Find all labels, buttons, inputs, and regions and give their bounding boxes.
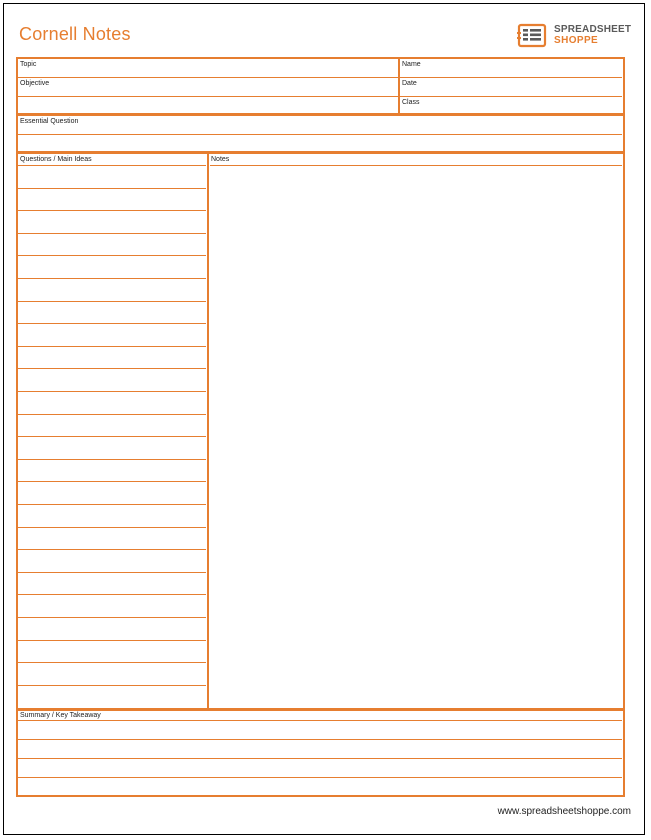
- notes-column-header: Notes: [211, 156, 230, 163]
- cue-rule-line: [18, 481, 206, 482]
- cue-rule-line: [18, 504, 206, 505]
- cue-rule-line: [18, 549, 206, 550]
- questions-column-header: Questions / Main Ideas: [20, 156, 92, 163]
- date-line: [400, 96, 622, 97]
- objective-field[interactable]: Objective: [20, 80, 50, 87]
- cue-rule-line: [18, 572, 206, 573]
- notes-writing-area[interactable]: [210, 167, 622, 707]
- cue-rule-line: [18, 255, 206, 256]
- summary-rule-line: [18, 777, 622, 778]
- summary-field[interactable]: Summary / Key Takeaway: [20, 712, 101, 719]
- name-field[interactable]: Name: [402, 61, 421, 68]
- class-field[interactable]: Class: [402, 99, 420, 106]
- cue-rule-line: [18, 640, 206, 641]
- spreadsheet-logo-icon: [517, 23, 549, 49]
- cue-rule-line: [18, 527, 206, 528]
- cue-rule-line: [18, 459, 206, 460]
- summary-rule-line: [18, 739, 622, 740]
- cue-rule-line: [18, 662, 206, 663]
- cue-rule-line: [18, 685, 206, 686]
- cue-rule-line: [18, 165, 206, 166]
- cue-rule-line: [18, 323, 206, 324]
- cue-rule-line: [18, 346, 206, 347]
- name-line: [400, 77, 622, 78]
- cue-rule-line: [18, 278, 206, 279]
- summary-rule-line: [18, 720, 622, 721]
- topic-field[interactable]: Topic: [20, 61, 37, 68]
- cue-rule-line: [18, 391, 206, 392]
- info-divider: [398, 57, 400, 115]
- footer-url: www.spreadsheetshoppe.com: [497, 806, 631, 817]
- topic-line: [18, 77, 399, 78]
- cue-rule-line: [18, 436, 206, 437]
- cue-rule-line: [18, 301, 206, 302]
- cue-rule-line: [18, 368, 206, 369]
- info-section: [16, 57, 625, 115]
- date-field[interactable]: Date: [402, 80, 417, 87]
- page-title: Cornell Notes: [19, 24, 131, 44]
- logo-text-shoppe: SHOPPE: [554, 35, 599, 46]
- cue-column-divider: [207, 152, 209, 710]
- logo-text-spreadsheet: SPREADSHEET: [554, 24, 632, 35]
- cue-rule-line: [18, 188, 206, 189]
- essential-question-field[interactable]: Essential Question: [20, 118, 79, 125]
- notes-header-line: [210, 165, 622, 166]
- brand-logo: [517, 22, 632, 50]
- summary-section: [16, 709, 625, 797]
- essential-line-1: [18, 134, 622, 135]
- cue-rule-line: [18, 414, 206, 415]
- objective-line: [18, 96, 399, 97]
- cue-rule-line: [18, 210, 206, 211]
- cue-rule-line: [18, 594, 206, 595]
- cue-rule-line: [18, 233, 206, 234]
- summary-rule-line: [18, 758, 622, 759]
- cue-rule-line: [18, 617, 206, 618]
